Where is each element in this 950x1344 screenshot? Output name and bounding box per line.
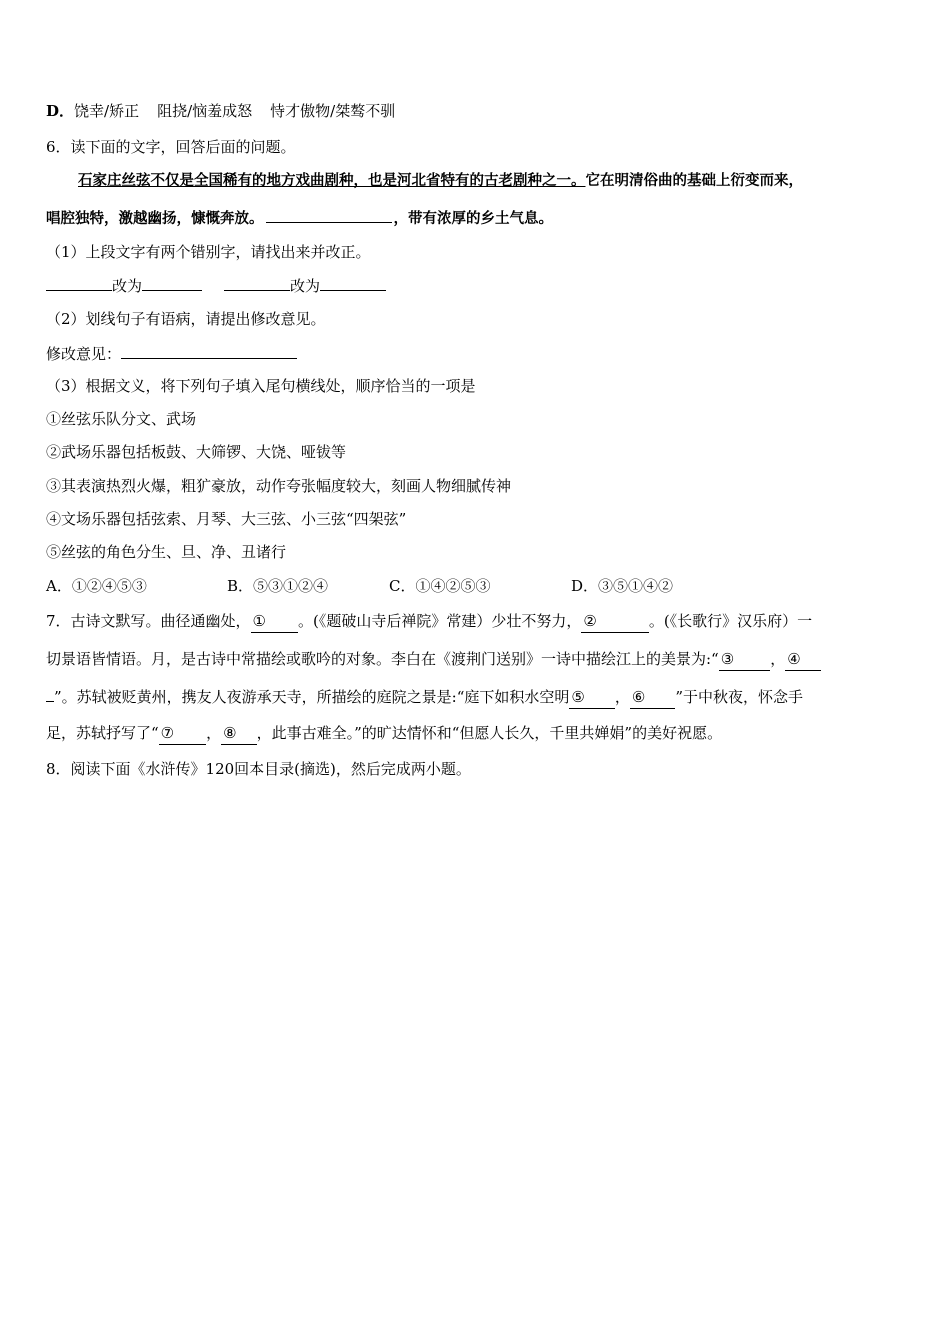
option-d-label: D． — [46, 102, 75, 120]
q7-l4-a: 足，苏轼抒写了“ — [46, 724, 159, 742]
q6-passage-rest: 它在明清俗曲的基础上衍变而来， — [585, 172, 803, 189]
q6-passage-line2 — [46, 206, 910, 230]
option-d-c: 恃才傲物/桀骜不驯 — [270, 102, 396, 120]
q6-sub1-blank-4[interactable] — [320, 274, 386, 291]
q6-stem: 6．读下面的文字，回答后面的问题。 — [46, 138, 296, 156]
q7-l2: 切景语皆情语。月，是古诗中常描绘或歌吟的对象。李白在《渡荆门送别》一诗中描绘江上的美景为:“ — [46, 650, 719, 668]
q6-sub2-label: 修改意见： — [46, 345, 122, 363]
q6-sub1-blank-3[interactable] — [224, 274, 290, 291]
q6-sub1-blank-2[interactable] — [142, 274, 202, 291]
q7-blank-4[interactable] — [785, 648, 820, 671]
option-d-a: 饶幸/矫正 — [74, 102, 140, 120]
q7-blank-5[interactable] — [569, 686, 614, 709]
q6-option-d[interactable]: D．③⑤①④② — [571, 577, 674, 595]
q6-sub1: （1）上段文字有两个错别字，请找出来并改正。 — [46, 243, 371, 261]
q7-blank-8[interactable] — [221, 722, 256, 745]
q7-num-2: ② — [583, 612, 597, 630]
q7-num-4: ④ — [787, 650, 801, 668]
q7-num-1: ① — [252, 612, 266, 630]
q6-option-a[interactable]: A．①②④⑤③ — [46, 577, 147, 595]
q6-item-4: ④文场乐器包括弦索、月琴、大三弦、小三弦“四架弦” — [46, 510, 407, 528]
q6-item-1: ①丝弦乐队分文、武场 — [46, 410, 197, 428]
q6-underlined-sentence: 石家庄丝弦不仅是全国稀有的地方戏曲剧种，也是河北省特有的古老剧种之一。 — [78, 172, 586, 189]
q7-l3-c: ”于中秋夜，怀念手 — [675, 688, 803, 706]
q7-num-8: ⑧ — [223, 724, 237, 742]
q6-passage-line2-a: 唱腔独特，激越幽扬，慷慨奔放。 — [46, 210, 264, 227]
q8-stem: 8．阅读下面《水浒传》120回本目录(摘选)，然后完成两小题。 — [46, 760, 471, 778]
q7-blank-2[interactable] — [581, 610, 648, 633]
q7-num-7: ⑦ — [160, 724, 175, 742]
q6-sub2: （2）划线句子有语病，请提出修改意见。 — [46, 310, 326, 328]
q6-sub1-change-2: 改为 — [290, 277, 321, 295]
q6-sub1-blank-1[interactable] — [46, 274, 112, 291]
option-d-b: 阻挠/恼羞成怒 — [157, 102, 253, 120]
q6-options — [46, 575, 910, 597]
q7-blank-1[interactable] — [251, 610, 298, 633]
q7-l3-b: ， — [614, 688, 630, 706]
q7-l3-a: ”。苏轼被贬黄州，携友人夜游承天寺，所描绘的庭院之景是:“庭下如积水空明 — [54, 688, 570, 706]
q7-l2-b: ， — [770, 650, 786, 668]
q7-l4-c: ，此事古难全。”的旷达情怀和“但愿人长久，千里共婵娟”的美好祝愿。 — [256, 724, 723, 742]
q7-num-5: ⑤ — [571, 688, 585, 706]
q7-blank-4-continued[interactable] — [46, 685, 54, 702]
q6-item-3: ③其表演热烈火爆，粗犷豪放，动作夸张幅度较大，刻画人物细腻传神 — [46, 477, 512, 495]
q6-sub1-change-1: 改为 — [112, 277, 143, 295]
q6-fill-blank[interactable] — [266, 206, 392, 223]
q6-sub3: （3）根据文义，将下列句子填入尾句横线处，顺序恰当的一项是 — [46, 377, 476, 395]
q6-sub2-answer — [46, 342, 910, 365]
q7-num-3: ③ — [720, 650, 735, 668]
q7-l1-c: 。(《长歌行》汉乐府）一 — [648, 612, 813, 630]
q7-line4 — [46, 722, 910, 745]
q7-l1-b: 。(《题破山寺后禅院》常建）少壮不努力， — [298, 612, 582, 630]
q6-passage-line1 — [78, 170, 910, 192]
q7-l4-b: ， — [206, 724, 222, 742]
q6-sub2-blank[interactable] — [121, 342, 297, 359]
q6-passage-line2-b: ，带有浓厚的乡土气息。 — [393, 210, 553, 227]
q7-line1 — [46, 610, 910, 633]
q7-blank-7[interactable] — [159, 722, 206, 745]
q7-line3 — [46, 685, 910, 709]
q7-num-6: ⑥ — [631, 688, 646, 706]
option-d-line — [46, 100, 910, 122]
q6-item-5: ⑤丝弦的角色分生、旦、净、丑诸行 — [46, 543, 287, 561]
q6-option-b[interactable]: B．⑤③①②④ — [227, 577, 329, 595]
q6-option-c[interactable]: C．①④②⑤③ — [389, 577, 491, 595]
q7-l1-a: 7．古诗文默写。曲径通幽处， — [46, 612, 251, 630]
q6-item-2: ②武场乐器包括板鼓、大筛锣、大饶、哑钹等 — [46, 443, 347, 461]
q7-line2 — [46, 648, 910, 671]
q7-blank-3[interactable] — [719, 648, 770, 671]
q7-blank-6[interactable] — [630, 686, 675, 709]
q6-sub1-answers — [46, 274, 910, 297]
